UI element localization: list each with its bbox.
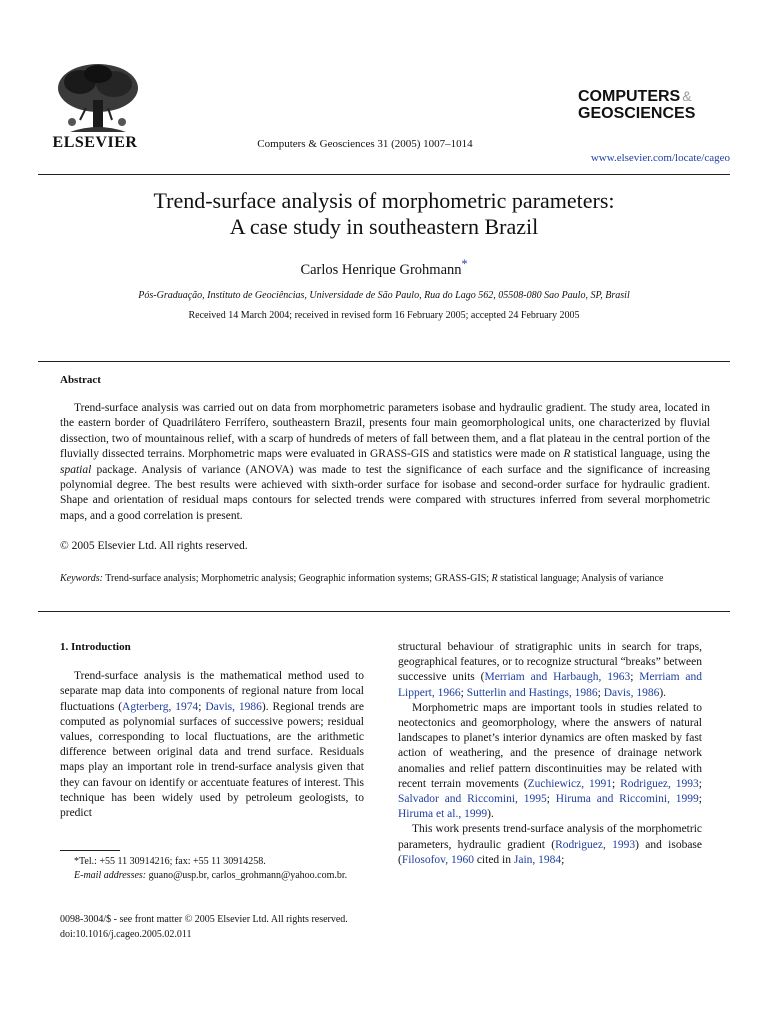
right-column [398, 640, 702, 868]
keywords-italic-r: R [491, 573, 498, 584]
paragraph-text: ; [698, 777, 702, 790]
citation-link[interactable]: Jain, 1984 [513, 853, 562, 866]
paper-title-line2: A case study in southeastern Brazil [229, 214, 539, 239]
abstract-text: Trend-surface analysis was carried out on data from morphometric parameters isobase and hydraulic gradient. The study area, located in the eastern border of Quadrilátero Ferrífero, southeastern Brazil, presents four main geomorphological units, one characterized by fluvial dissection, two of mountainous relief, with a scarp of hundreds of meters of fall between them, and a flat plateau in the central portion of the fluvially dissected terrains. Morphometric maps were evaluated in GRASS-GIS and statistics were made on [60, 402, 710, 461]
citation-link[interactable]: Rodriguez, 1993 [555, 838, 636, 851]
keywords-text: statistical language; Analysis of variance [497, 573, 664, 584]
paragraph-text: This work presents trend-surface analysis of the morphometric parameters, hydraulic gradient ( [398, 823, 702, 851]
abstract-text: statistical language, using the [570, 448, 710, 461]
citation-link[interactable]: Davis, 1986 [603, 686, 660, 699]
paragraph-text: Trend-surface analysis is the mathematical method used to separate map data into components of regional nature from local fluctuations ( [60, 670, 364, 713]
abstract-bottom-rule [38, 611, 730, 612]
journal-citation: Computers & Geosciences 31 (2005) 1007–1014 [257, 138, 473, 150]
author-name: Carlos Henrique Grohmann [300, 261, 462, 278]
citation-link[interactable]: Davis, 1986 [205, 700, 262, 713]
publisher-name: ELSEVIER [52, 134, 138, 151]
author-footnote [60, 855, 364, 883]
intro-paragraph-3 [398, 822, 702, 868]
paragraph-text: ; [612, 777, 621, 790]
doi-line: doi:10.1016/j.cageo.2005.02.011 [60, 929, 192, 940]
left-column [60, 640, 364, 821]
paragraph-text: cited in [473, 853, 514, 866]
affiliation: Pós-Graduação, Instituto de Geociências, Universidade de São Paulo, Rua do Lago 562, 05508-080 Sao Paulo, SP, Brasil [138, 290, 630, 301]
footnote-email-label: E-mail addresses: [74, 870, 147, 881]
citation-link[interactable]: Hiruma et al., 1999 [398, 808, 488, 821]
paragraph-text: structural behaviour of stratigraphic units in search for traps, geographical features, or to recognize structural “breaks” between successive units ( [398, 641, 702, 684]
paragraph-text: ; [546, 793, 556, 806]
citation-link[interactable]: Hiruma and Riccomini, 1999 [555, 793, 699, 806]
paper-title [60, 188, 708, 240]
citation-link[interactable]: Filosofov, 1960 [401, 853, 474, 866]
section-heading-introduction: 1. Introduction [60, 641, 131, 653]
intro-paragraph-2 [398, 701, 702, 823]
issn-line: 0098-3004/$ - see front matter © 2005 Elsevier Ltd. All rights reserved. [60, 914, 348, 925]
footnote-rule [60, 850, 120, 851]
footnote-contact: *Tel.: +55 11 30914216; fax: +55 11 30914258. [74, 856, 266, 867]
abstract-body [60, 401, 710, 524]
author-footnote-mark[interactable]: * [461, 257, 468, 271]
citation-link[interactable]: Salvador and Riccomini, 1995 [398, 793, 547, 806]
paper-title-line1: Trend-surface analysis of morphometric parameters: [153, 188, 615, 213]
journal-url-link[interactable]: www.elsevier.com/locate/cageo [590, 152, 730, 164]
abstract-top-rule [38, 361, 730, 362]
author-line [60, 257, 708, 279]
citation-link[interactable]: Merriam and Harbaugh, 1963 [484, 671, 631, 684]
abstract-text: package. Analysis of variance (ANOVA) was made to test the significance of each surface and the significance of increasing polynomial degree. The best results were achieved with sixth-order surface for isobase and second-order surface for hydraulic gradient. Shape and orientation of residual maps contours for selected trends were compared with structures inferred from several morphometric maps, and a good correlation is present. [60, 463, 710, 522]
abstract-heading: Abstract [60, 374, 101, 386]
journal-logo-amp: & [682, 88, 692, 104]
footnote-emails: guano@usp.br, carlos_grohmann@yahoo.com.br. [146, 870, 348, 881]
citation-link[interactable]: Merriam and Lippert, 1966 [398, 671, 702, 699]
paragraph-text: ) and isobase ( [398, 838, 702, 866]
citation-link[interactable]: Rodriguez, 1993 [620, 777, 699, 790]
paragraph-text: ; [561, 853, 565, 866]
paragraph-text: ). [487, 808, 494, 821]
intro-paragraph-1-continued [398, 640, 702, 701]
front-matter [60, 912, 460, 942]
keywords [60, 571, 710, 586]
paragraph-text: ; [597, 686, 604, 699]
citation-link[interactable]: Sutterlin and Hastings, 1986 [466, 686, 598, 699]
paragraph-text: ; [460, 686, 467, 699]
intro-paragraph-1 [60, 669, 364, 821]
journal-logo [578, 88, 728, 122]
keywords-label: Keywords: [60, 573, 103, 584]
paragraph-text: ; [698, 793, 702, 806]
abstract-copyright: © 2005 Elsevier Ltd. All rights reserved. [60, 540, 248, 552]
paragraph-text: ). [659, 686, 667, 699]
abstract-italic-spatial: spatial [60, 463, 92, 476]
keywords-text: Trend-surface analysis; Morphometric analysis; Geographic information systems; GRASS-GIS; [102, 573, 492, 584]
paragraph-text: ; [198, 700, 206, 713]
journal-logo-line1: COMPUTERS [578, 88, 681, 105]
paragraph-text: ; [630, 671, 640, 684]
citation-link[interactable]: Agterberg, 1974 [122, 700, 199, 713]
journal-logo-line2: GEOSCIENCES [578, 105, 696, 122]
paragraph-text: Morphometric maps are important tools in studies related to neotectonics and geomorphology, where the answers of natural landscapes to planet’s interior dynamics are often masked by fast action of weathering, and the presence of drainage network anomalies and relief pattern discontinuities may be related with recent terrain movements ( [398, 701, 702, 790]
abstract-italic-r: R [563, 448, 571, 461]
paragraph-text: ). Regional trends are computed as polynomial surfaces of successive powers; residual values, corresponding to local fluctuations, are the arithmetic difference between original data and trend surface. Residuals maps play an important role in trend-surface analysis given that they can favour on identify or accentuate features of interest. This technique has been widely used by petroleum geologists, to predict [60, 700, 364, 820]
citation-link[interactable]: Zuchiewicz, 1991 [527, 777, 613, 790]
received-dates: Received 14 March 2004; received in revised form 16 February 2005; accepted 24 February 2005 [188, 310, 580, 321]
header-rule [38, 174, 730, 175]
